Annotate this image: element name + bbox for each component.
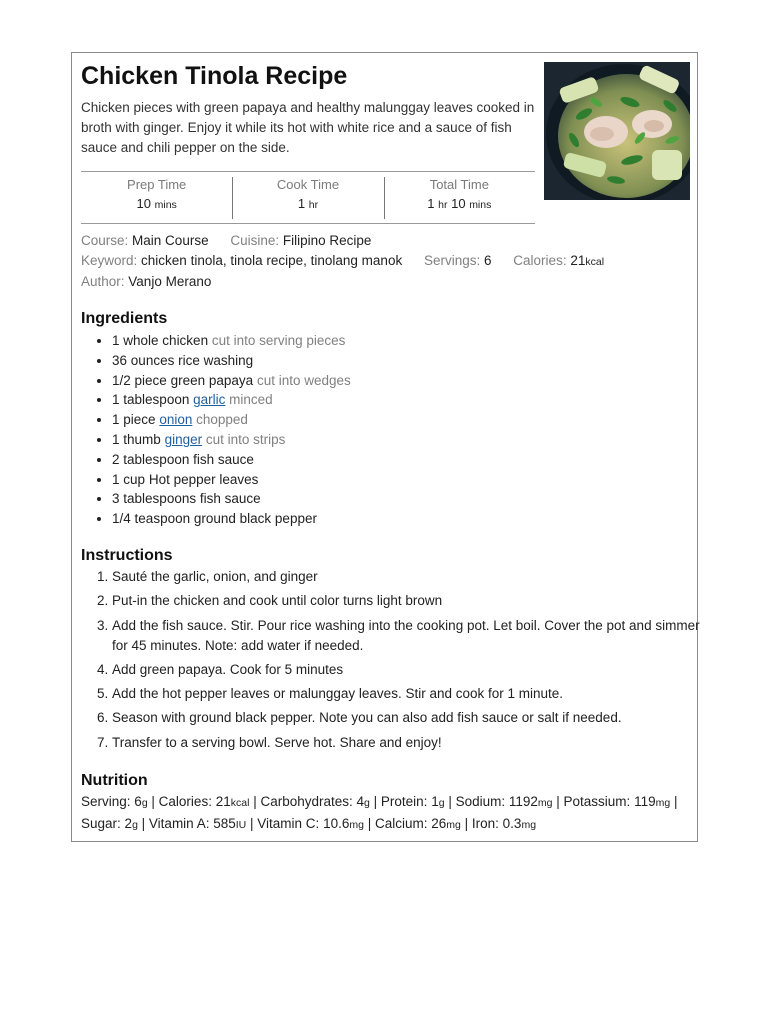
servings-value[interactable]: 6	[484, 253, 492, 268]
ingredient-link[interactable]: garlic	[193, 392, 226, 408]
ingredient-item	[112, 331, 712, 351]
nutrition-value: 10.6	[323, 815, 350, 831]
course-value: Main Course	[132, 233, 209, 248]
ingredient-name: green papaya	[170, 372, 254, 388]
ingredient-amount: 2	[112, 451, 120, 467]
nutrition-item	[81, 794, 148, 809]
ingredient-item	[112, 470, 712, 490]
nutrition-value: 585	[213, 815, 236, 831]
cook-time-number: 1	[297, 196, 306, 211]
prep-time-number: 10	[136, 196, 151, 211]
recipe-times	[81, 171, 535, 224]
meta-row-author	[81, 272, 691, 292]
ingredient-item	[112, 430, 712, 450]
ingredient-unit: tablespoon	[123, 451, 190, 467]
ingredient-item	[112, 450, 712, 470]
ingredient-note: cut into strips	[205, 431, 286, 447]
cook-time-value	[232, 194, 383, 215]
nutrition-item	[564, 794, 671, 809]
nutrition-label: Sugar:	[81, 815, 121, 831]
nutrition-value: 21	[215, 794, 231, 809]
nutrition-item	[257, 816, 364, 831]
recipe-photo-image	[544, 62, 690, 200]
prep-time-unit: mins	[154, 199, 177, 211]
nutrition-unit: kcal	[230, 797, 250, 809]
ingredient-amount: 1	[112, 412, 120, 428]
ingredient-amount: 1	[112, 333, 120, 348]
nutrition-label: Iron:	[471, 815, 499, 831]
cook-time-label: Cook Time	[276, 177, 340, 192]
prep-time-label: Prep Time	[127, 177, 187, 192]
nutrition-item	[260, 794, 369, 809]
instruction-step: 1. Sauté the garlic, onion, and ginger	[112, 567, 712, 587]
ingredient-name: fish sauce	[193, 451, 254, 467]
total-time-hours: 1	[427, 196, 435, 211]
ingredient-name: fish sauce	[199, 491, 261, 507]
total-time-minutes: 10	[451, 196, 466, 211]
ingredient-unit: teaspoon	[134, 511, 191, 527]
instruction-step: 2. Put-in the chicken and cook until color turns light brown	[112, 591, 712, 611]
instruction-step: 7. Transfer to a serving bowl. Serve hot. Share and enjoy!	[112, 733, 712, 753]
calories-label: Calories:	[513, 253, 567, 268]
total-time	[384, 172, 535, 223]
ingredient-amount: 1/2	[112, 372, 131, 388]
nutrition-label: Sodium:	[455, 794, 506, 809]
ingredient-unit: piece	[123, 412, 156, 428]
nutrition-unit: g	[141, 797, 148, 809]
nutrition-label: Vitamin C:	[257, 815, 320, 831]
ingredient-unit: piece	[134, 372, 167, 388]
nutrition-item	[375, 816, 461, 831]
ingredient-name: rice washing	[178, 352, 254, 368]
author-value: Vanjo Merano	[128, 274, 212, 289]
nutrition-item	[472, 816, 536, 831]
prep-time-value	[81, 194, 232, 215]
nutrition-unit: mg	[521, 818, 537, 831]
ingredient-name: ground black pepper	[193, 511, 317, 527]
cook-time-unit: hr	[308, 199, 319, 211]
ingredient-note: cut into wedges	[256, 372, 351, 388]
ingredient-amount: 3	[112, 491, 120, 507]
calories-value: 21	[570, 253, 586, 268]
instructions-list	[81, 567, 712, 757]
ingredient-link[interactable]: ginger	[164, 431, 203, 447]
nutrition-heading: Nutrition	[81, 772, 148, 789]
nutrition-label: Calories:	[158, 794, 212, 809]
nutrition-unit: mg	[537, 797, 553, 809]
recipe-card	[71, 52, 698, 842]
ingredient-item	[112, 509, 712, 529]
nutrition-label: Vitamin A:	[148, 815, 210, 831]
nutrition-label: Protein:	[380, 794, 428, 809]
ingredients-list	[81, 331, 712, 529]
nutrition-value: 2	[124, 815, 133, 831]
instruction-step: 5. Add the hot pepper leaves or malunggay leaves. Stir and cook for 1 minute.	[112, 684, 712, 704]
keyword-value: chicken tinola, tinola recipe, tinolang manok	[141, 253, 403, 268]
nutrition-label: Carbohydrates:	[260, 794, 353, 809]
course-label: Course:	[81, 233, 129, 248]
ingredient-amount: 1	[112, 431, 120, 447]
ingredient-amount: 1	[112, 471, 120, 487]
nutrition-item	[159, 794, 250, 809]
nutrition-value: 1	[431, 794, 439, 809]
nutrition-unit: g	[364, 797, 370, 809]
ingredient-note: minced	[229, 392, 273, 408]
total-time-value	[384, 194, 535, 215]
instruction-step: 4. Add green papaya. Cook for 5 minutes	[112, 660, 712, 680]
ingredient-item	[112, 371, 712, 391]
nutrition-unit: mg	[349, 818, 364, 831]
ingredient-amount: 1/4	[112, 511, 131, 527]
ingredient-name: Hot pepper leaves	[148, 471, 259, 487]
nutrition-unit: mg	[655, 797, 671, 809]
instructions-heading: Instructions	[81, 547, 173, 564]
nutrition-value: 26	[431, 815, 447, 831]
nutrition-value: 6	[134, 794, 142, 809]
ingredient-link[interactable]: onion	[159, 412, 193, 428]
ingredient-note: cut into serving pieces	[211, 333, 346, 348]
servings-label: Servings:	[423, 253, 481, 268]
total-time-minutes-unit: mins	[469, 199, 492, 211]
nutrition-item	[81, 816, 138, 831]
total-time-label: Total Time	[429, 177, 489, 192]
nutrition-unit: mg	[446, 818, 461, 831]
cook-time	[232, 172, 383, 223]
nutrition-label: Serving:	[81, 794, 131, 809]
recipe-title: Chicken Tinola Recipe	[81, 62, 348, 90]
nutrition-facts: Serving: 6g | Calories: 21kcal | Carbohydrates: 4g | Protein: 1g | Sodium: 1192mg | Potassium: 119mg | Sugar: 2g | Vitamin A: 585IU | Vitamin C: 10.6mg | Calcium: 26mg | Iron: 0.3mg	[81, 794, 678, 831]
ingredient-amount: 1	[112, 392, 120, 408]
nutrition-label: Potassium:	[563, 794, 631, 809]
cuisine-value: Filipino Recipe	[282, 233, 372, 248]
author-label: Author:	[81, 274, 125, 289]
ingredient-item	[112, 410, 712, 430]
nutrition-item	[381, 794, 445, 809]
ingredient-unit: ounces	[130, 352, 175, 368]
ingredient-unit: tablespoon	[123, 392, 190, 408]
recipe-summary: Chicken pieces with green papaya and healthy malunggay leaves cooked in broth with ginger. Enjoy it while its hot with white rice and a sauce of fish sauce and chili pepper on the side.	[81, 100, 535, 155]
nutrition-value: 1192	[508, 794, 538, 809]
total-time-hours-unit: hr	[438, 199, 448, 211]
ingredient-amount: 36	[112, 352, 128, 368]
nutrition-unit: IU	[235, 818, 247, 831]
ingredient-item	[112, 351, 712, 371]
nutrition-unit: g	[438, 797, 445, 809]
instruction-step: 3. Add the fish sauce. Stir. Pour rice washing into the cooking pot. Let boil. Cover the pot and simmer for 45 minutes. Note: add water if needed.	[112, 616, 712, 656]
calories-unit: kcal	[585, 256, 605, 268]
meta-row-keyword	[81, 251, 691, 272]
ingredients-heading: Ingredients	[81, 310, 168, 327]
nutrition-value: 119	[634, 794, 656, 809]
nutrition-unit: g	[132, 818, 138, 831]
nutrition-item	[149, 816, 246, 831]
ingredient-item	[112, 390, 712, 410]
ingredient-name: whole chicken	[123, 333, 209, 348]
ingredient-unit: cup	[123, 471, 146, 487]
nutrition-value: 0.3	[502, 815, 522, 831]
ingredient-item	[112, 489, 712, 509]
meta-row-course	[81, 231, 691, 251]
ingredient-note: chopped	[196, 412, 248, 428]
cuisine-label: Cuisine:	[230, 233, 280, 248]
recipe-meta	[81, 231, 691, 292]
ingredient-unit: thumb	[123, 431, 161, 447]
ingredient-unit: tablespoons	[123, 491, 197, 507]
nutrition-label: Calcium:	[374, 815, 428, 831]
nutrition-value: 4	[356, 794, 365, 809]
instruction-step: 6. Season with ground black pepper. Note you can also add fish sauce or salt if needed.	[112, 708, 712, 728]
keyword-label: Keyword:	[81, 253, 138, 268]
prep-time	[81, 172, 232, 223]
nutrition-item	[456, 794, 553, 809]
recipe-photo	[544, 62, 690, 200]
